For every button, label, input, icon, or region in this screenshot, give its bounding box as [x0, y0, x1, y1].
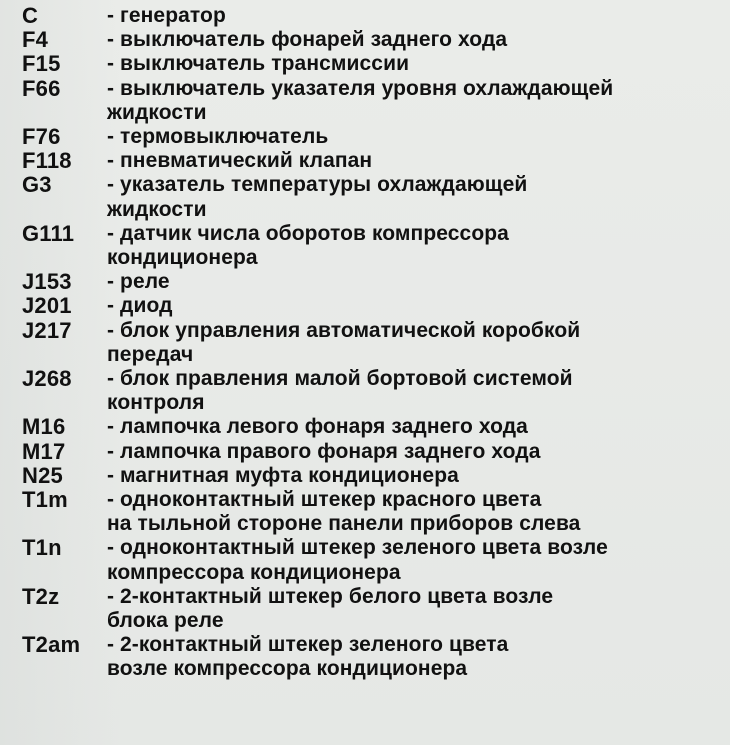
legend-entry: [22, 585, 722, 633]
component-description: [107, 464, 722, 488]
component-description: [107, 367, 722, 415]
component-description: [107, 440, 722, 464]
component-code: G3: [22, 172, 52, 198]
description-line: - диод: [107, 294, 173, 318]
description-line: - блок правления малой бортовой системой: [107, 367, 573, 391]
legend-entry: [22, 125, 722, 149]
description-line: блока реле: [107, 609, 224, 633]
description-line: - одноконтактный штекер зеленого цвета возле: [107, 536, 608, 560]
component-code: F4: [22, 27, 49, 53]
component-legend: [22, 4, 722, 682]
description-line: - 2-контактный штекер зеленого цвета: [107, 633, 509, 657]
component-code: F76: [22, 124, 61, 150]
description-line: - термовыключатель: [107, 125, 329, 149]
legend-entry: [22, 633, 722, 681]
component-code: J153: [22, 269, 72, 295]
component-description: [107, 319, 722, 367]
component-code: F118: [22, 148, 72, 174]
description-line: передач: [107, 342, 194, 366]
description-line: - выключатель указателя уровня охлаждающей: [107, 76, 614, 100]
component-code: N25: [22, 462, 63, 488]
component-description: [107, 415, 722, 439]
description-line: на тыльной стороне панели приборов слева: [107, 512, 581, 536]
legend-entry: [22, 222, 722, 270]
component-code: M16: [22, 414, 66, 440]
legend-entry: [22, 367, 722, 415]
legend-entry: [22, 52, 722, 76]
legend-entry: [22, 536, 722, 584]
legend-entry: [22, 149, 722, 173]
description-line: - указатель температуры охлаждающей: [107, 173, 528, 197]
description-line: - магнитная муфта кондиционера: [107, 463, 459, 487]
legend-entry: [22, 28, 722, 52]
component-code: C: [22, 3, 39, 28]
component-description: [107, 488, 722, 536]
component-code: G111: [22, 220, 75, 246]
component-description: [107, 52, 722, 76]
component-description: [107, 173, 722, 221]
component-code: J217: [22, 317, 72, 343]
component-code: T2z: [22, 583, 60, 609]
legend-entry: [22, 319, 722, 367]
component-description: [107, 77, 722, 125]
component-code: M17: [22, 438, 66, 464]
description-line: - пневматический клапан: [107, 149, 373, 173]
description-line: возле компрессора кондиционера: [107, 657, 468, 681]
component-code: J268: [22, 366, 72, 392]
legend-entry: [22, 440, 722, 464]
description-line: - реле: [107, 270, 170, 294]
component-description: [107, 270, 722, 294]
legend-entry: [22, 488, 722, 536]
component-description: [107, 149, 722, 173]
component-code: F66: [22, 75, 61, 101]
component-description: [107, 222, 722, 270]
legend-entry: [22, 4, 722, 28]
legend-entry: [22, 270, 722, 294]
legend-entry: [22, 415, 722, 439]
description-line: - выключатель трансмиссии: [107, 52, 410, 76]
description-line: компрессора кондиционера: [107, 560, 401, 584]
description-line: контроля: [107, 391, 205, 415]
description-line: - блок управления автоматической коробкой: [107, 318, 581, 342]
component-code: T1n: [22, 535, 62, 561]
component-code: F15: [22, 51, 61, 77]
component-description: [107, 4, 722, 28]
legend-entry: [22, 294, 722, 318]
component-description: [107, 585, 722, 633]
component-description: [107, 633, 722, 681]
component-description: [107, 125, 722, 149]
description-line: - одноконтактный штекер красного цвета: [107, 488, 542, 512]
description-line: жидкости: [107, 197, 207, 221]
description-line: - лампочка левого фонаря заднего хода: [107, 415, 528, 439]
description-line: - генератор: [107, 4, 226, 27]
component-description: [107, 536, 722, 584]
description-line: жидкости: [107, 100, 207, 124]
component-description: [107, 294, 722, 318]
component-description: [107, 28, 722, 52]
description-line: - лампочка правого фонаря заднего хода: [107, 439, 541, 463]
legend-entry: [22, 77, 722, 125]
description-line: - выключатель фонарей заднего хода: [107, 28, 508, 52]
description-line: - датчик числа оборотов компрессора: [107, 221, 509, 245]
component-code: T1m: [22, 487, 68, 513]
legend-entry: [22, 464, 722, 488]
component-code: T2am: [22, 632, 81, 658]
legend-entry: [22, 173, 722, 221]
description-line: - 2-контактный штекер белого цвета возле: [107, 584, 554, 608]
description-line: кондиционера: [107, 246, 258, 270]
component-code: J201: [22, 293, 72, 319]
